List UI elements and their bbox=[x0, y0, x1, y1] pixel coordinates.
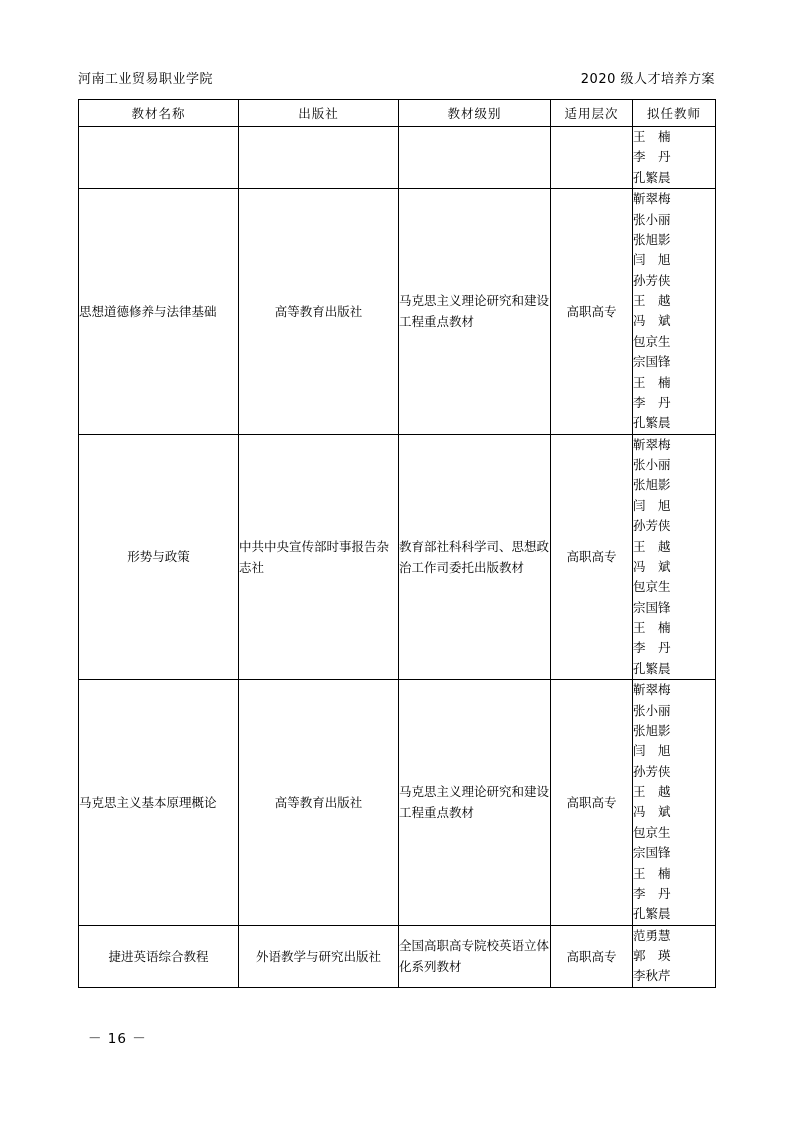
column-header-name: 教材名称 bbox=[79, 100, 239, 127]
cell-textbook-name bbox=[79, 127, 239, 189]
teacher-name: 王 楠 bbox=[633, 620, 671, 635]
teacher-name: 张小丽 bbox=[633, 457, 671, 472]
column-header-level: 教材级别 bbox=[399, 100, 551, 127]
teacher-name: 包京生 bbox=[633, 824, 671, 840]
teacher-name: 靳翠梅 bbox=[633, 436, 671, 452]
cell-publisher: 外语教学与研究出版社 bbox=[239, 925, 399, 987]
teacher-name: 范勇慧 bbox=[633, 927, 671, 943]
cell-teachers bbox=[633, 189, 716, 435]
cell-textbook-level: 全国高职高专院校英语立体化系列教材 bbox=[399, 925, 551, 987]
teacher-name: 张旭影 bbox=[633, 722, 671, 738]
cell-textbook-level: 教育部社科科学司、思想政治工作司委托出版教材 bbox=[399, 434, 551, 680]
page-header bbox=[78, 68, 715, 87]
cell-publisher: 高等教育出版社 bbox=[239, 189, 399, 435]
cell-textbook-name: 捷进英语综合教程 bbox=[79, 925, 239, 987]
teacher-name: 孔繁晨 bbox=[633, 415, 671, 431]
cell-applicable-tier bbox=[551, 127, 633, 189]
cell-textbook-name: 思想道德修养与法律基础 bbox=[79, 189, 239, 435]
teacher-name: 李 丹 bbox=[633, 640, 671, 656]
teacher-name: 张小丽 bbox=[633, 211, 671, 227]
teacher-name: 冯 斌 bbox=[633, 313, 671, 329]
cell-textbook-level bbox=[399, 127, 551, 189]
teacher-name: 李 丹 bbox=[633, 394, 671, 410]
teacher-name: 张旭影 bbox=[633, 477, 671, 493]
teacher-name: 闫 旭 bbox=[633, 743, 671, 759]
textbook-table bbox=[78, 99, 716, 988]
teacher-name: 郭 瑛 bbox=[633, 948, 671, 963]
teacher-name: 王 楠 bbox=[633, 129, 671, 144]
teacher-name: 孔繁晨 bbox=[633, 906, 671, 922]
cell-applicable-tier: 高职高专 bbox=[551, 189, 633, 435]
teacher-name: 王 越 bbox=[633, 538, 671, 554]
header-document-title: 2020 级人才培养方案 bbox=[580, 72, 715, 87]
cell-textbook-level: 马克思主义理论研究和建设工程重点教材 bbox=[399, 680, 551, 926]
teacher-name: 王 楠 bbox=[633, 865, 671, 881]
teacher-name: 李 丹 bbox=[633, 885, 671, 901]
cell-textbook-name: 形势与政策 bbox=[79, 434, 239, 680]
cell-applicable-tier: 高职高专 bbox=[551, 925, 633, 987]
cell-textbook-name: 马克思主义基本原理概论 bbox=[79, 680, 239, 926]
teacher-name: 王 楠 bbox=[633, 374, 671, 390]
table-body bbox=[79, 127, 716, 988]
table-row bbox=[79, 680, 716, 926]
column-header-publisher: 出版社 bbox=[239, 100, 399, 127]
teacher-name: 李秋芹 bbox=[633, 968, 671, 984]
cell-textbook-level: 马克思主义理论研究和建设工程重点教材 bbox=[399, 189, 551, 435]
teacher-name: 包京生 bbox=[633, 579, 671, 595]
table-row bbox=[79, 127, 716, 189]
column-header-teachers: 拟任教师 bbox=[633, 100, 716, 127]
cell-teachers bbox=[633, 434, 716, 680]
teacher-name: 宗国锋 bbox=[633, 354, 671, 370]
cell-teachers bbox=[633, 127, 716, 189]
table-row bbox=[79, 434, 716, 680]
teacher-name: 李 丹 bbox=[633, 149, 671, 165]
cell-applicable-tier: 高职高专 bbox=[551, 434, 633, 680]
teacher-name: 王 越 bbox=[633, 784, 671, 799]
cell-applicable-tier: 高职高专 bbox=[551, 680, 633, 926]
teacher-name: 冯 斌 bbox=[633, 804, 671, 820]
teacher-name: 孔繁晨 bbox=[633, 169, 671, 185]
teacher-name: 包京生 bbox=[633, 333, 671, 349]
teacher-name: 张旭影 bbox=[633, 231, 671, 247]
header-institution: 河南工业贸易职业学院 bbox=[78, 72, 214, 87]
table-header-row bbox=[79, 100, 716, 127]
table-row bbox=[79, 189, 716, 435]
cell-publisher bbox=[239, 127, 399, 189]
cell-teachers bbox=[633, 680, 716, 926]
teacher-name: 靳翠梅 bbox=[633, 682, 671, 698]
table-row bbox=[79, 925, 716, 987]
teacher-name: 靳翠梅 bbox=[633, 191, 671, 207]
cell-teachers bbox=[633, 925, 716, 987]
teacher-name: 冯 斌 bbox=[633, 558, 671, 574]
teacher-name: 孙芳侠 bbox=[633, 763, 671, 779]
teacher-name: 孔繁晨 bbox=[633, 660, 671, 676]
cell-publisher: 高等教育出版社 bbox=[239, 680, 399, 926]
teacher-name: 张小丽 bbox=[633, 702, 671, 718]
teacher-name: 孙芳侠 bbox=[633, 272, 671, 288]
teacher-name: 闫 旭 bbox=[633, 497, 671, 513]
teacher-name: 闫 旭 bbox=[633, 252, 671, 268]
page-number: － 16 － bbox=[88, 1031, 147, 1047]
teacher-name: 王 越 bbox=[633, 293, 671, 308]
teacher-name: 宗国锋 bbox=[633, 599, 671, 615]
cell-publisher: 中共中央宣传部时事报告杂志社 bbox=[239, 434, 399, 680]
column-header-tier: 适用层次 bbox=[551, 100, 633, 127]
teacher-name: 宗国锋 bbox=[633, 845, 671, 861]
teacher-name: 孙芳侠 bbox=[633, 518, 671, 534]
